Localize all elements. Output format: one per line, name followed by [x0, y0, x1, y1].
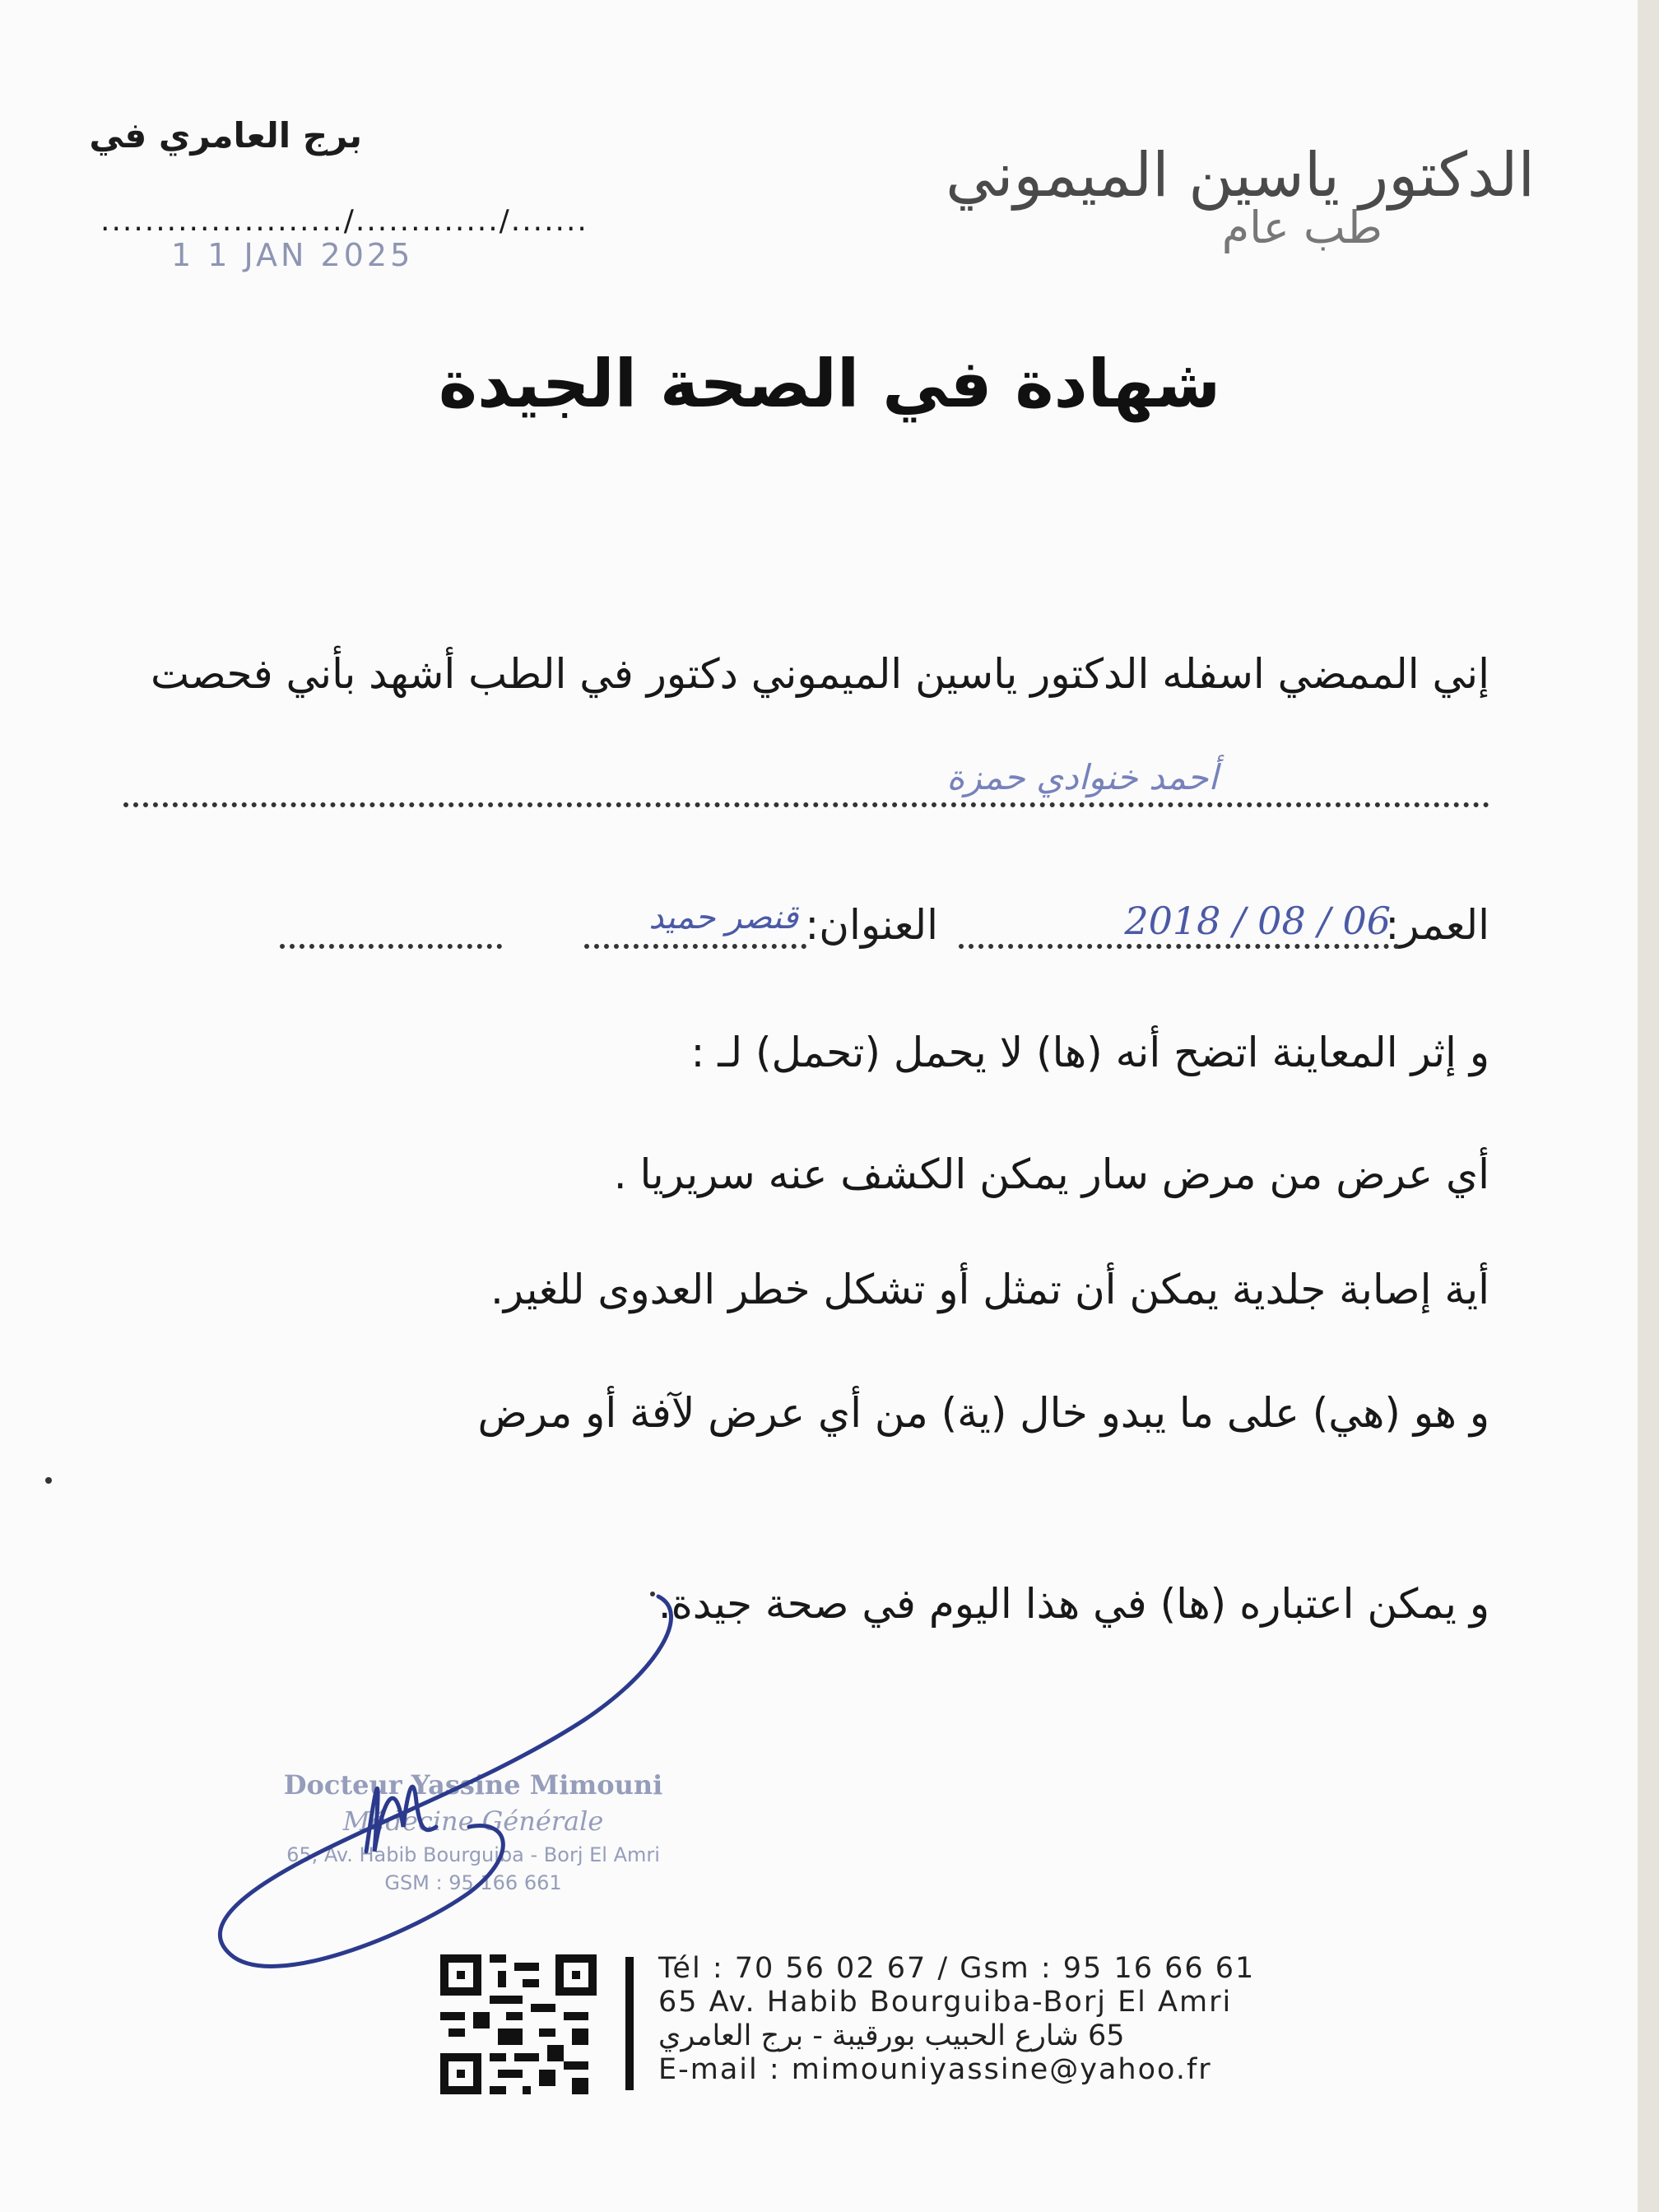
certificate-title: شهادة في الصحة الجيدة: [438, 346, 1221, 422]
condition-line-1: أي عرض من مرض سار يمكن الكشف عنه سريريا .: [613, 1150, 1489, 1198]
handwritten-signature: [198, 1580, 724, 1975]
footer-address-fr: 65 Av. Habib Bourguiba-Borj El Amri: [658, 1986, 1233, 2019]
age-label: العمر:: [1385, 901, 1489, 949]
doctor-name: الدكتور ياسين الميموني: [946, 140, 1535, 211]
qr-code-icon: [440, 1954, 597, 2094]
footer-address-ar: 65 شارع الحبيب بورقيبة - برج العامري: [658, 2019, 1125, 2052]
examination-result-line: و إثر المعاينة اتضح أنه (ها) لا يحمل (تحمل) لـ :: [690, 1029, 1489, 1076]
attestation-line: إني الممضي اسفله الدكتور ياسين الميموني دكتور في الطب أشهد بأني فحصت: [150, 650, 1489, 698]
date-line: ....................../............./.......: [100, 204, 588, 238]
issue-place: برج العامري في: [89, 115, 362, 156]
address-dotted-line-continued: [280, 944, 502, 949]
age-dotted-line: [959, 944, 1399, 949]
doctor-specialty: طب عام: [1221, 202, 1382, 253]
address-dotted-line: [584, 944, 806, 949]
stamp-address: 65, Av. Habib Bourguiba - Borj El Amri: [286, 1843, 660, 1866]
date-stamp: 1 1 JAN 2025: [171, 237, 414, 273]
patient-name-dotted-line: [123, 802, 1489, 807]
footer-email: E-mail : mimouniyassine@yahoo.fr: [658, 2053, 1212, 2086]
address-label: العنوان:: [805, 901, 938, 949]
stamp-specialty: Médecine Générale: [342, 1805, 604, 1837]
stamp-doctor-name: Docteur Yassine Mimouni: [283, 1769, 663, 1801]
condition-line-2: أية إصابة جلدية يمكن أن تمثل أو تشكل خطر العدوى للغير.: [490, 1266, 1489, 1313]
footer-phone: Tél : 70 56 02 67 / Gsm : 95 16 66 61: [658, 1952, 1256, 1985]
conclusion-line: و يمكن اعتباره (ها) في هذا اليوم في صحة جيدة.: [658, 1580, 1489, 1628]
page-edge: [1638, 0, 1659, 2212]
footer-divider: [625, 1957, 634, 2090]
patient-name-handwritten: أحمد خنوادي حمزة: [946, 757, 1218, 797]
paper-speck: [45, 1477, 52, 1484]
condition-line-3: و هو (هي) على ما يبدو خال (ية) من أي عرض لآفة أو مرض: [477, 1389, 1489, 1437]
footer-address-ar-row: [658, 2019, 1125, 2052]
age-value-handwritten: 2018 / 08 / 06: [1124, 899, 1391, 943]
stamp-gsm: GSM : 95 166 661: [384, 1871, 562, 1894]
address-value-handwritten: قنصر حميد: [648, 899, 798, 936]
paper-speck: [650, 1592, 655, 1596]
